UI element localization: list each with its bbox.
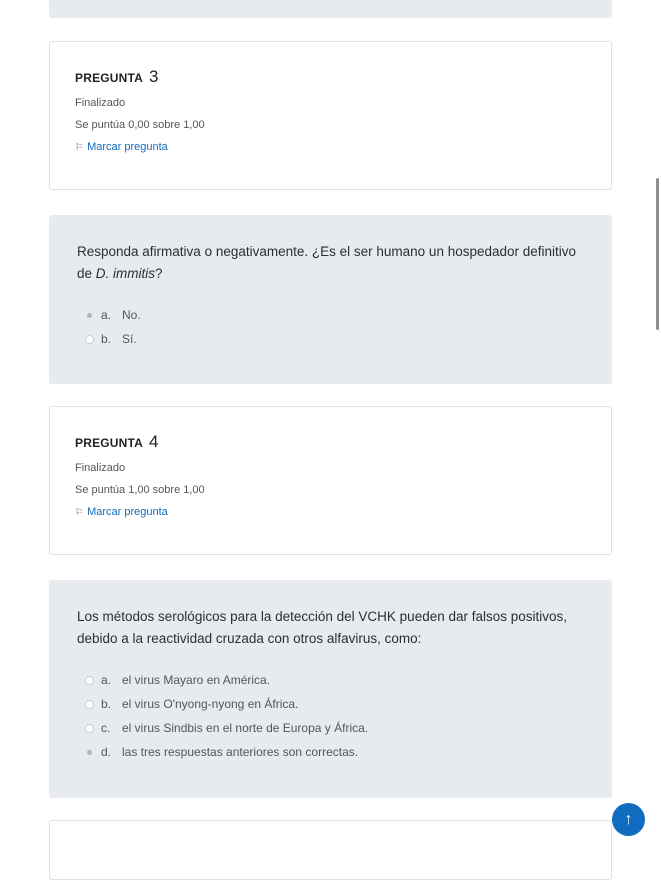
answer-option-a[interactable]: [77, 668, 584, 692]
radio-button[interactable]: [85, 700, 94, 709]
question-label: PREGUNTA: [75, 436, 144, 450]
question-status: Finalizado: [75, 462, 126, 474]
question-status: Finalizado: [75, 97, 126, 109]
question-4-prompt: Los métodos serológicos para la detección del VCHK pueden dar falsos positivos, debido a la reactividad cruzada con otros alfavirus, como:: [77, 609, 568, 646]
option-text: el virus O'nyong-nyong en África.: [122, 697, 299, 711]
option-text: el virus Sindbis en el norte de Europa y África.: [122, 721, 369, 735]
option-letter: d.: [101, 745, 112, 759]
question-3-prompt: Responda afirmativa o negativamente. ¿Es el ser humano un hospedador definitivo de D. immitis?: [77, 244, 577, 281]
answer-option-b[interactable]: [77, 692, 584, 716]
arrow-up-icon: ↑: [624, 810, 633, 828]
question-number: 3: [149, 67, 159, 86]
question-label: PREGUNTA: [75, 71, 144, 85]
option-letter: b.: [101, 332, 112, 346]
flag-question-label: Marcar pregunta: [87, 506, 168, 518]
option-text: el virus Mayaro en América.: [122, 673, 271, 687]
option-text: las tres respuestas anteriores son correctas.: [122, 745, 359, 759]
species-name: D. immitis: [95, 266, 156, 281]
question-4-info: [49, 406, 612, 555]
option-letter: c.: [101, 721, 111, 735]
question-3-text-card: [49, 215, 612, 384]
question-4-text-card: [49, 580, 612, 798]
flag-icon: ⚐: [75, 506, 84, 517]
question-grade: Se puntúa 1,00 sobre 1,00: [75, 484, 205, 496]
answer-option-c[interactable]: [77, 716, 584, 740]
option-letter: b.: [101, 697, 112, 711]
question-4-number: [75, 432, 586, 452]
radio-button[interactable]: [85, 676, 94, 685]
radio-button[interactable]: [85, 724, 94, 733]
question-grade: Se puntúa 0,00 sobre 1,00: [75, 119, 205, 131]
question-3-info: [49, 41, 612, 190]
flag-question-link[interactable]: [75, 506, 586, 518]
option-letter: a.: [101, 673, 112, 687]
back-to-top-button[interactable]: [612, 803, 645, 836]
option-letter: a.: [101, 308, 112, 322]
page-scrollbar[interactable]: [656, 178, 659, 330]
flag-question-label: Marcar pregunta: [87, 141, 168, 153]
question-number: 4: [149, 432, 159, 451]
option-text: Sí.: [122, 332, 137, 346]
answer-option-a[interactable]: [77, 303, 584, 327]
question-5-info: [49, 820, 612, 880]
question-2-text-card: [49, 0, 612, 18]
radio-button-selected[interactable]: [85, 311, 94, 320]
radio-button-selected[interactable]: [85, 748, 94, 757]
radio-button[interactable]: [85, 335, 94, 344]
answer-option-d[interactable]: [77, 740, 584, 764]
question-3-number: [75, 67, 586, 87]
option-text: No.: [122, 308, 141, 322]
flag-icon: ⚐: [75, 141, 84, 152]
answer-option-b[interactable]: [77, 327, 584, 351]
flag-question-link[interactable]: [75, 141, 586, 153]
